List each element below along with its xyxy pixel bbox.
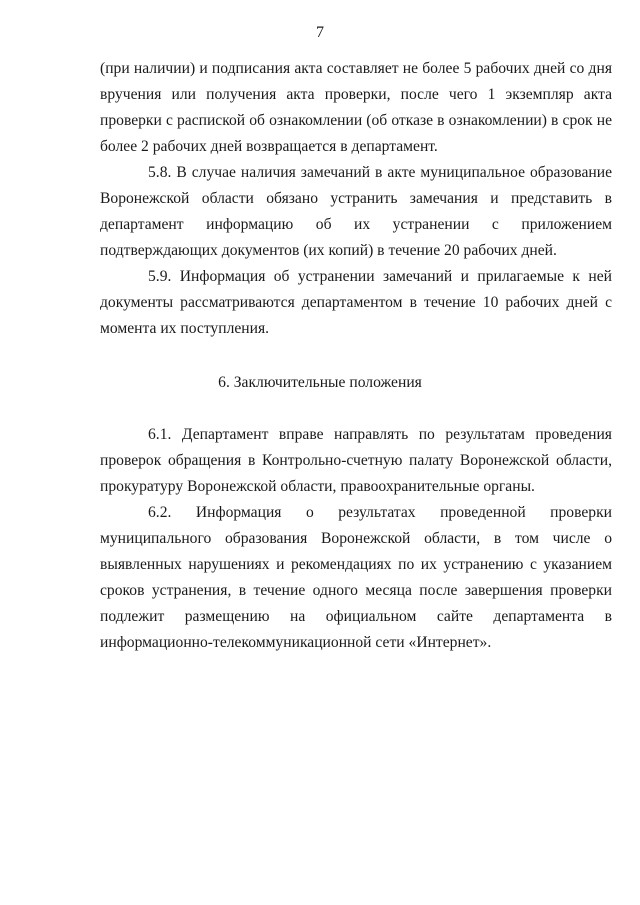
paragraph-6-1: 6.1. Департамент вправе направлять по результатам проведения проверок обращения в Контрольно-счетную палату Воронежской области, прокуратуру Воронежской области, правоохранительные органы. [100,426,612,495]
paragraph-5-9: 5.9. Информация об устранении замечаний и прилагаемые к ней документы рассматриваются департаментом в течение 10 рабочих дней с момента их поступления. [100,268,612,337]
paragraph-continued: (при наличии) и подписания акта составляет не более 5 рабочих дней со дня вручения или получения акта проверки, после чего 1 экземпляр акта проверки с распиской об ознакомлении (об отказе в ознакомлении) в срок не более 2 рабочих дней возвращается в департамент. [100,60,612,155]
paragraph-6-2: 6.2. Информация о результатах проведенной проверки муниципального образования Воронежской области, в том числе о выявленных нарушениях и рекомендациях по их устранению с указанием сроков устранения, в течение одного месяца после завершения проверки подлежит размещению на официальном сайте департамента в информационно-телекоммуникационной сети «Интернет». [100,504,612,651]
page-number: 7 [316,24,324,41]
section-6-heading: 6. Заключительные положения [218,374,422,391]
paragraph-5-8: 5.8. В случае наличия замечаний в акте муниципальное образование Воронежской области обязано устранить замечания и представить в департамент информацию об их устранении с приложением подтверждающих документов (их копий) в течение 20 рабочих дней. [100,164,612,259]
